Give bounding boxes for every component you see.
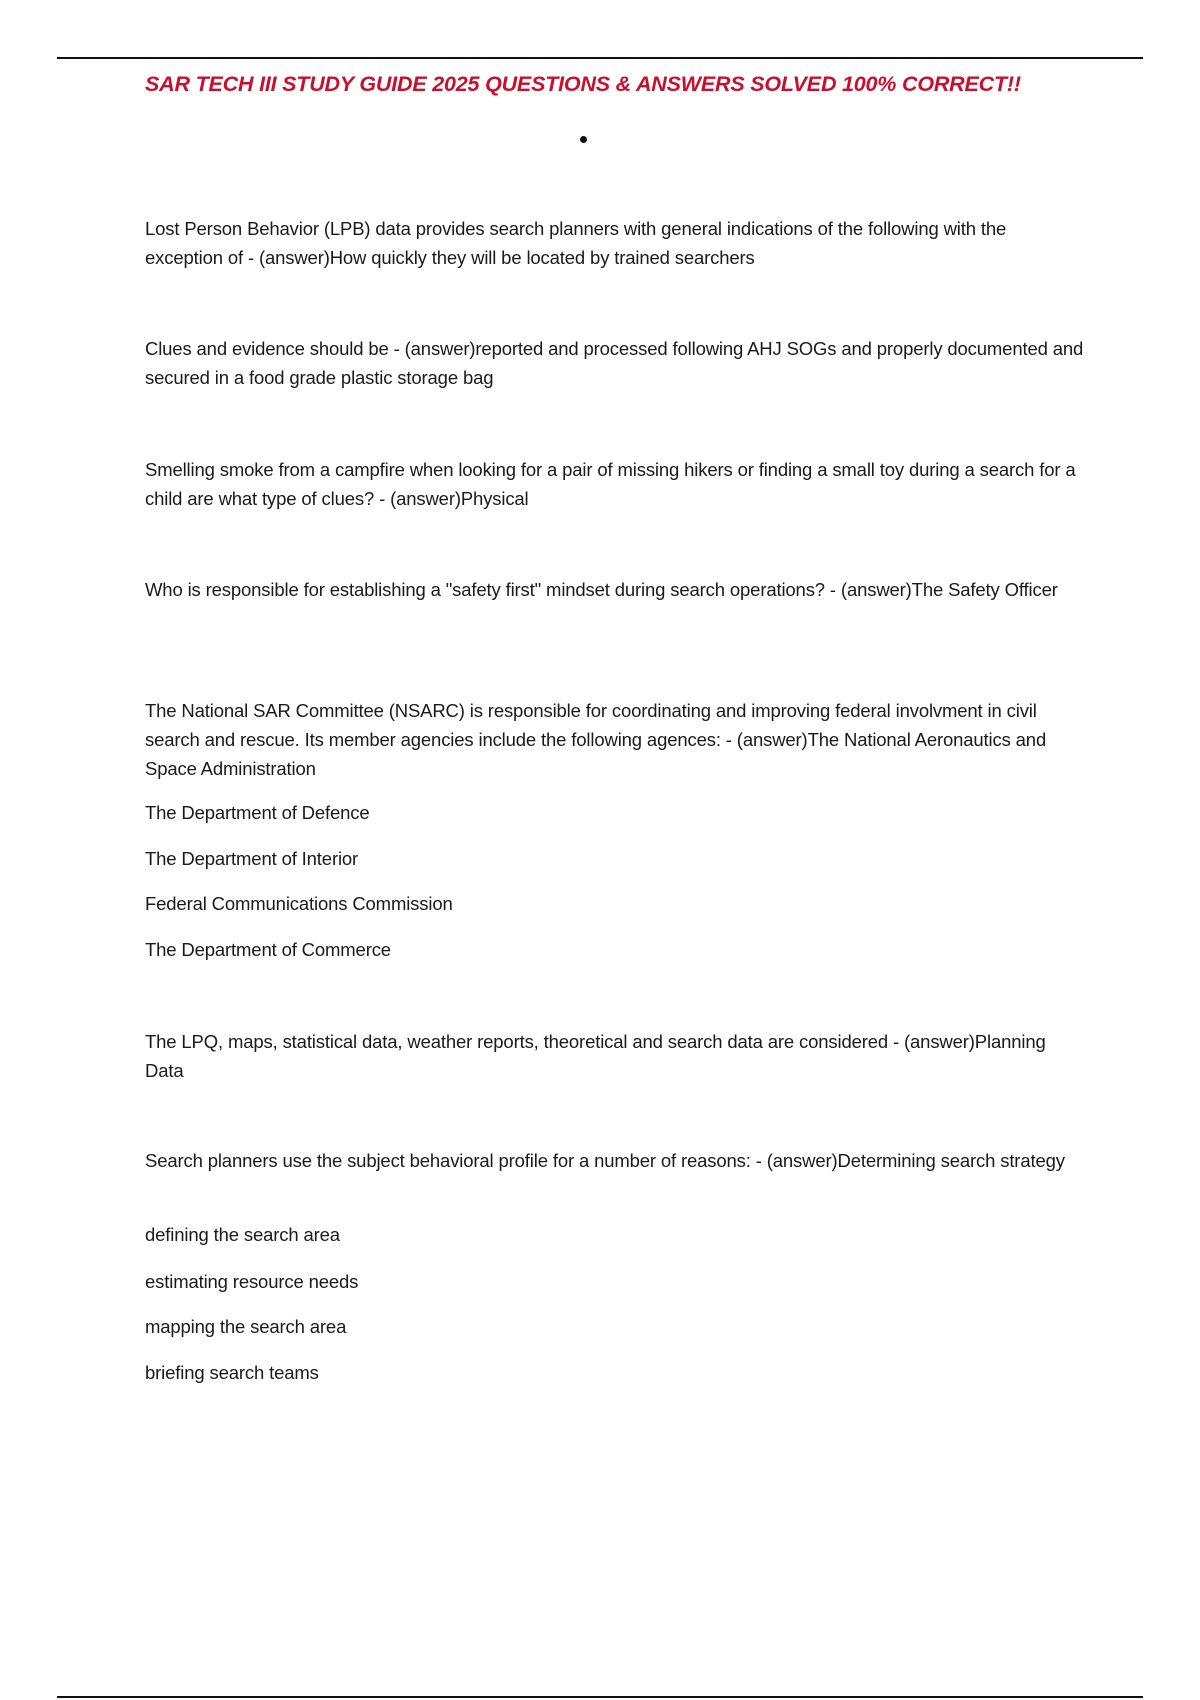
qa-item-5: The National SAR Committee (NSARC) is responsible for coordinating and improving federal involvment in civil search and rescue. Its member agencies include the following agences: - (answer)The National Aeronautics and Space Administration bbox=[145, 700, 1047, 779]
qa-item-7-extra-4: briefing search teams bbox=[145, 1362, 319, 1383]
qa-item-6: The LPQ, maps, statistical data, weather reports, theoretical and search data are considered - (answer)Planning Data bbox=[145, 1031, 1046, 1081]
qa-item-7-extra-2: estimating resource needs bbox=[145, 1271, 359, 1292]
qa-item-5-extra-2: The Department of Interior bbox=[145, 848, 359, 869]
qa-item-5-extra-3: Federal Communications Commission bbox=[145, 893, 453, 914]
qa-item-5-extra-4: The Department of Commerce bbox=[145, 939, 391, 960]
qa-item-7: Search planners use the subject behavioral profile for a number of reasons: - (answer)Determining search strategy bbox=[145, 1150, 1065, 1171]
qa-item-3: Smelling smoke from a campfire when looking for a pair of missing hikers or finding a small toy during a search for a child are what type of clues? - (answer)Physical bbox=[145, 459, 1076, 509]
qa-item-7-extra-1: defining the search area bbox=[145, 1224, 340, 1245]
qa-item-7-extra-3: mapping the search area bbox=[145, 1316, 347, 1337]
qa-item-2: Clues and evidence should be - (answer)reported and processed following AHJ SOGs and properly documented and secured in a food grade plastic storage bag bbox=[145, 338, 1084, 388]
qa-item-1: Lost Person Behavior (LPB) data provides search planners with general indications of the following with the exception of - (answer)How quickly they will be located by trained searchers bbox=[145, 218, 1007, 268]
bottom-rule bbox=[57, 1696, 1143, 1698]
document-title: SAR TECH III STUDY GUIDE 2025 QUESTIONS & ANSWERS SOLVED 100% CORRECT!! bbox=[145, 72, 1021, 96]
bullet-point bbox=[580, 136, 587, 143]
top-rule bbox=[57, 57, 1143, 59]
qa-item-4: Who is responsible for establishing a "safety first" mindset during search operations? - (answer)The Safety Officer bbox=[145, 579, 1058, 600]
qa-item-5-extra-1: The Department of Defence bbox=[145, 802, 370, 823]
